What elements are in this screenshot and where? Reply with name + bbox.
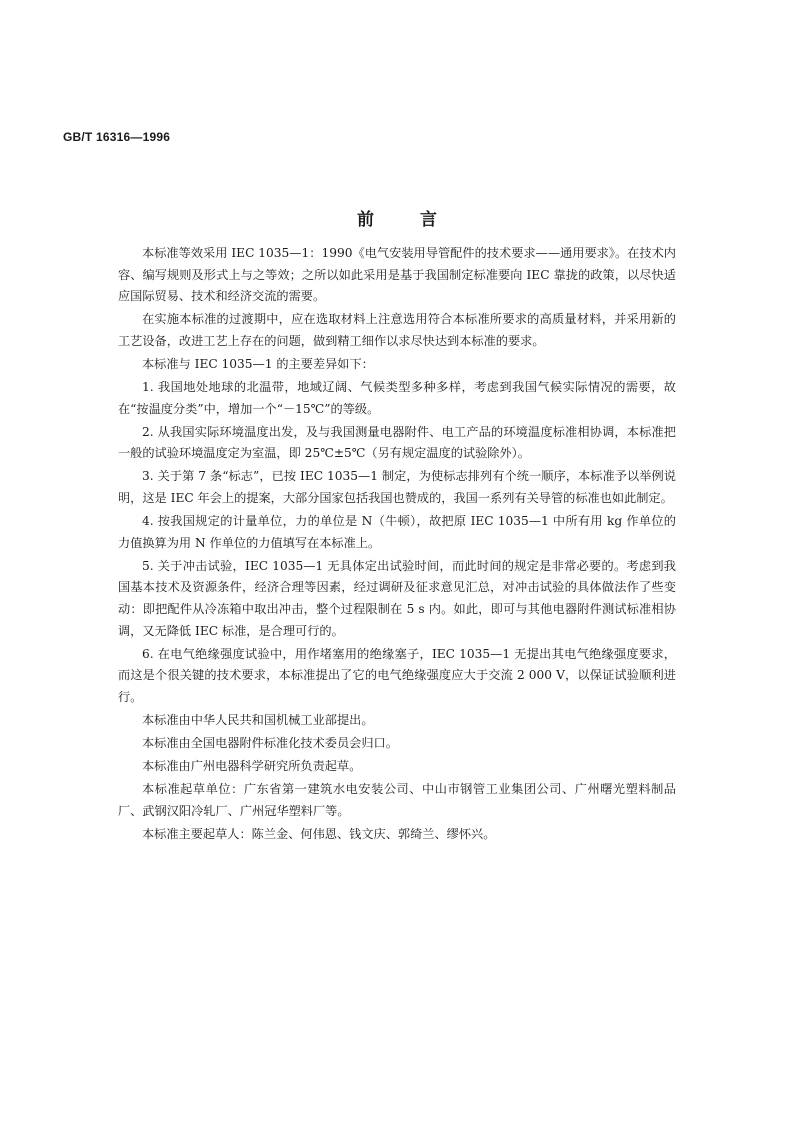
paragraph-transition-period: 在实施本标准的过渡期中，应在选取材料上注意选用符合本标准所要求的高质量材料，并采用新的工艺设备，改进工艺上存在的问题，做到精工细作以求尽快达到本标准的要求。 bbox=[118, 312, 676, 348]
standard-code: GB/T 16316—1996 bbox=[63, 130, 171, 144]
paragraph-drafted-by: 本标准由广州电器科学研究所负责起草。 bbox=[142, 759, 362, 774]
list-item-difference-3: 3. 关于第 7 条“标志”，已按 IEC 1035—1 制定，为使标志排列有个统一顺序，本标准予以举例说明，这是 IEC 年会上的提案，大部分国家包括我国也赞成的，我国一系列有关导管的标准也如此制定。 bbox=[118, 469, 676, 506]
list-item-difference-5: 5. 关于冲击试验，IEC 1035—1 无具体定出试验时间，而此时间的规定是非常必要的。考虑到我国基本技术及资源条件，经济合理等因素，经过调研及征求意见汇总，对冲击试验的具体做法作了些变动：即把配件从冷冻箱中取出冲击，整个过程限制在 5 s 内。如此，即可与其他电器附件测试标准相协调，又无降低 IEC 标准，是合理可行的。 bbox=[118, 558, 676, 638]
list-item-difference-1: 1. 我国地处地球的北温带，地域辽阔、气候类型多种多样，考虑到我国气候实际情况的需要，故在“按温度分类”中，增加一个“－15℃”的等级。 bbox=[118, 380, 676, 416]
paragraph-intro-adoption: 本标准等效采用 IEC 1035—1：1990《电气安装用导管配件的技术要求——通用要求》。在技术内容、编写规则及形式上与之等效；之所以如此采用是基于我国制定标准要向 IEC 靠拢的政策，以尽快适应国际贸易、技术和经济交流的需要。 bbox=[118, 246, 676, 304]
paragraph-differences-heading: 本标准与 IEC 1035—1 的主要差异如下： bbox=[142, 356, 374, 371]
list-item-difference-6: 6. 在电气绝缘强度试验中，用作堵塞用的绝缘塞子，IEC 1035—1 无提出其电气绝缘强度要求，而这是个很关键的技术要求，本标准提出了它的电气绝缘强度应大于交流 2 000 V，以保证试验顺利进行。 bbox=[118, 646, 676, 704]
list-item-difference-4: 4. 按我国规定的计量单位，力的单位是 N（牛顿），故把原 IEC 1035—1 中所有用 kg 作单位的力值换算为用 N 作单位的力值填写在本标准上。 bbox=[118, 514, 676, 550]
page-title: 前言 bbox=[357, 210, 483, 230]
list-item-difference-2: 2. 从我国实际环境温度出发，及与我国测量电器附件、电工产品的环境温度标准相协调，本标准把一般的试验环境温度定为室温，即 25℃±5℃（另有规定温度的试验除外）。 bbox=[118, 424, 676, 461]
paragraph-proposed-by: 本标准由中华人民共和国机械工业部提出。 bbox=[142, 712, 374, 727]
paragraph-drafting-units: 本标准起草单位：广东省第一建筑水电安装公司、中山市钢管工业集团公司、广州曙光塑料制品厂、武钢汉阳冷轧厂、广州冠华塑料厂等。 bbox=[118, 782, 676, 818]
paragraph-main-drafters: 本标准主要起草人：陈兰金、何伟恩、钱文庆、郭绮兰、缪怀兴。 bbox=[142, 826, 496, 841]
foreword-body bbox=[118, 243, 676, 847]
paragraph-centralized-by: 本标准由全国电器附件标准化技术委员会归口。 bbox=[142, 736, 398, 751]
